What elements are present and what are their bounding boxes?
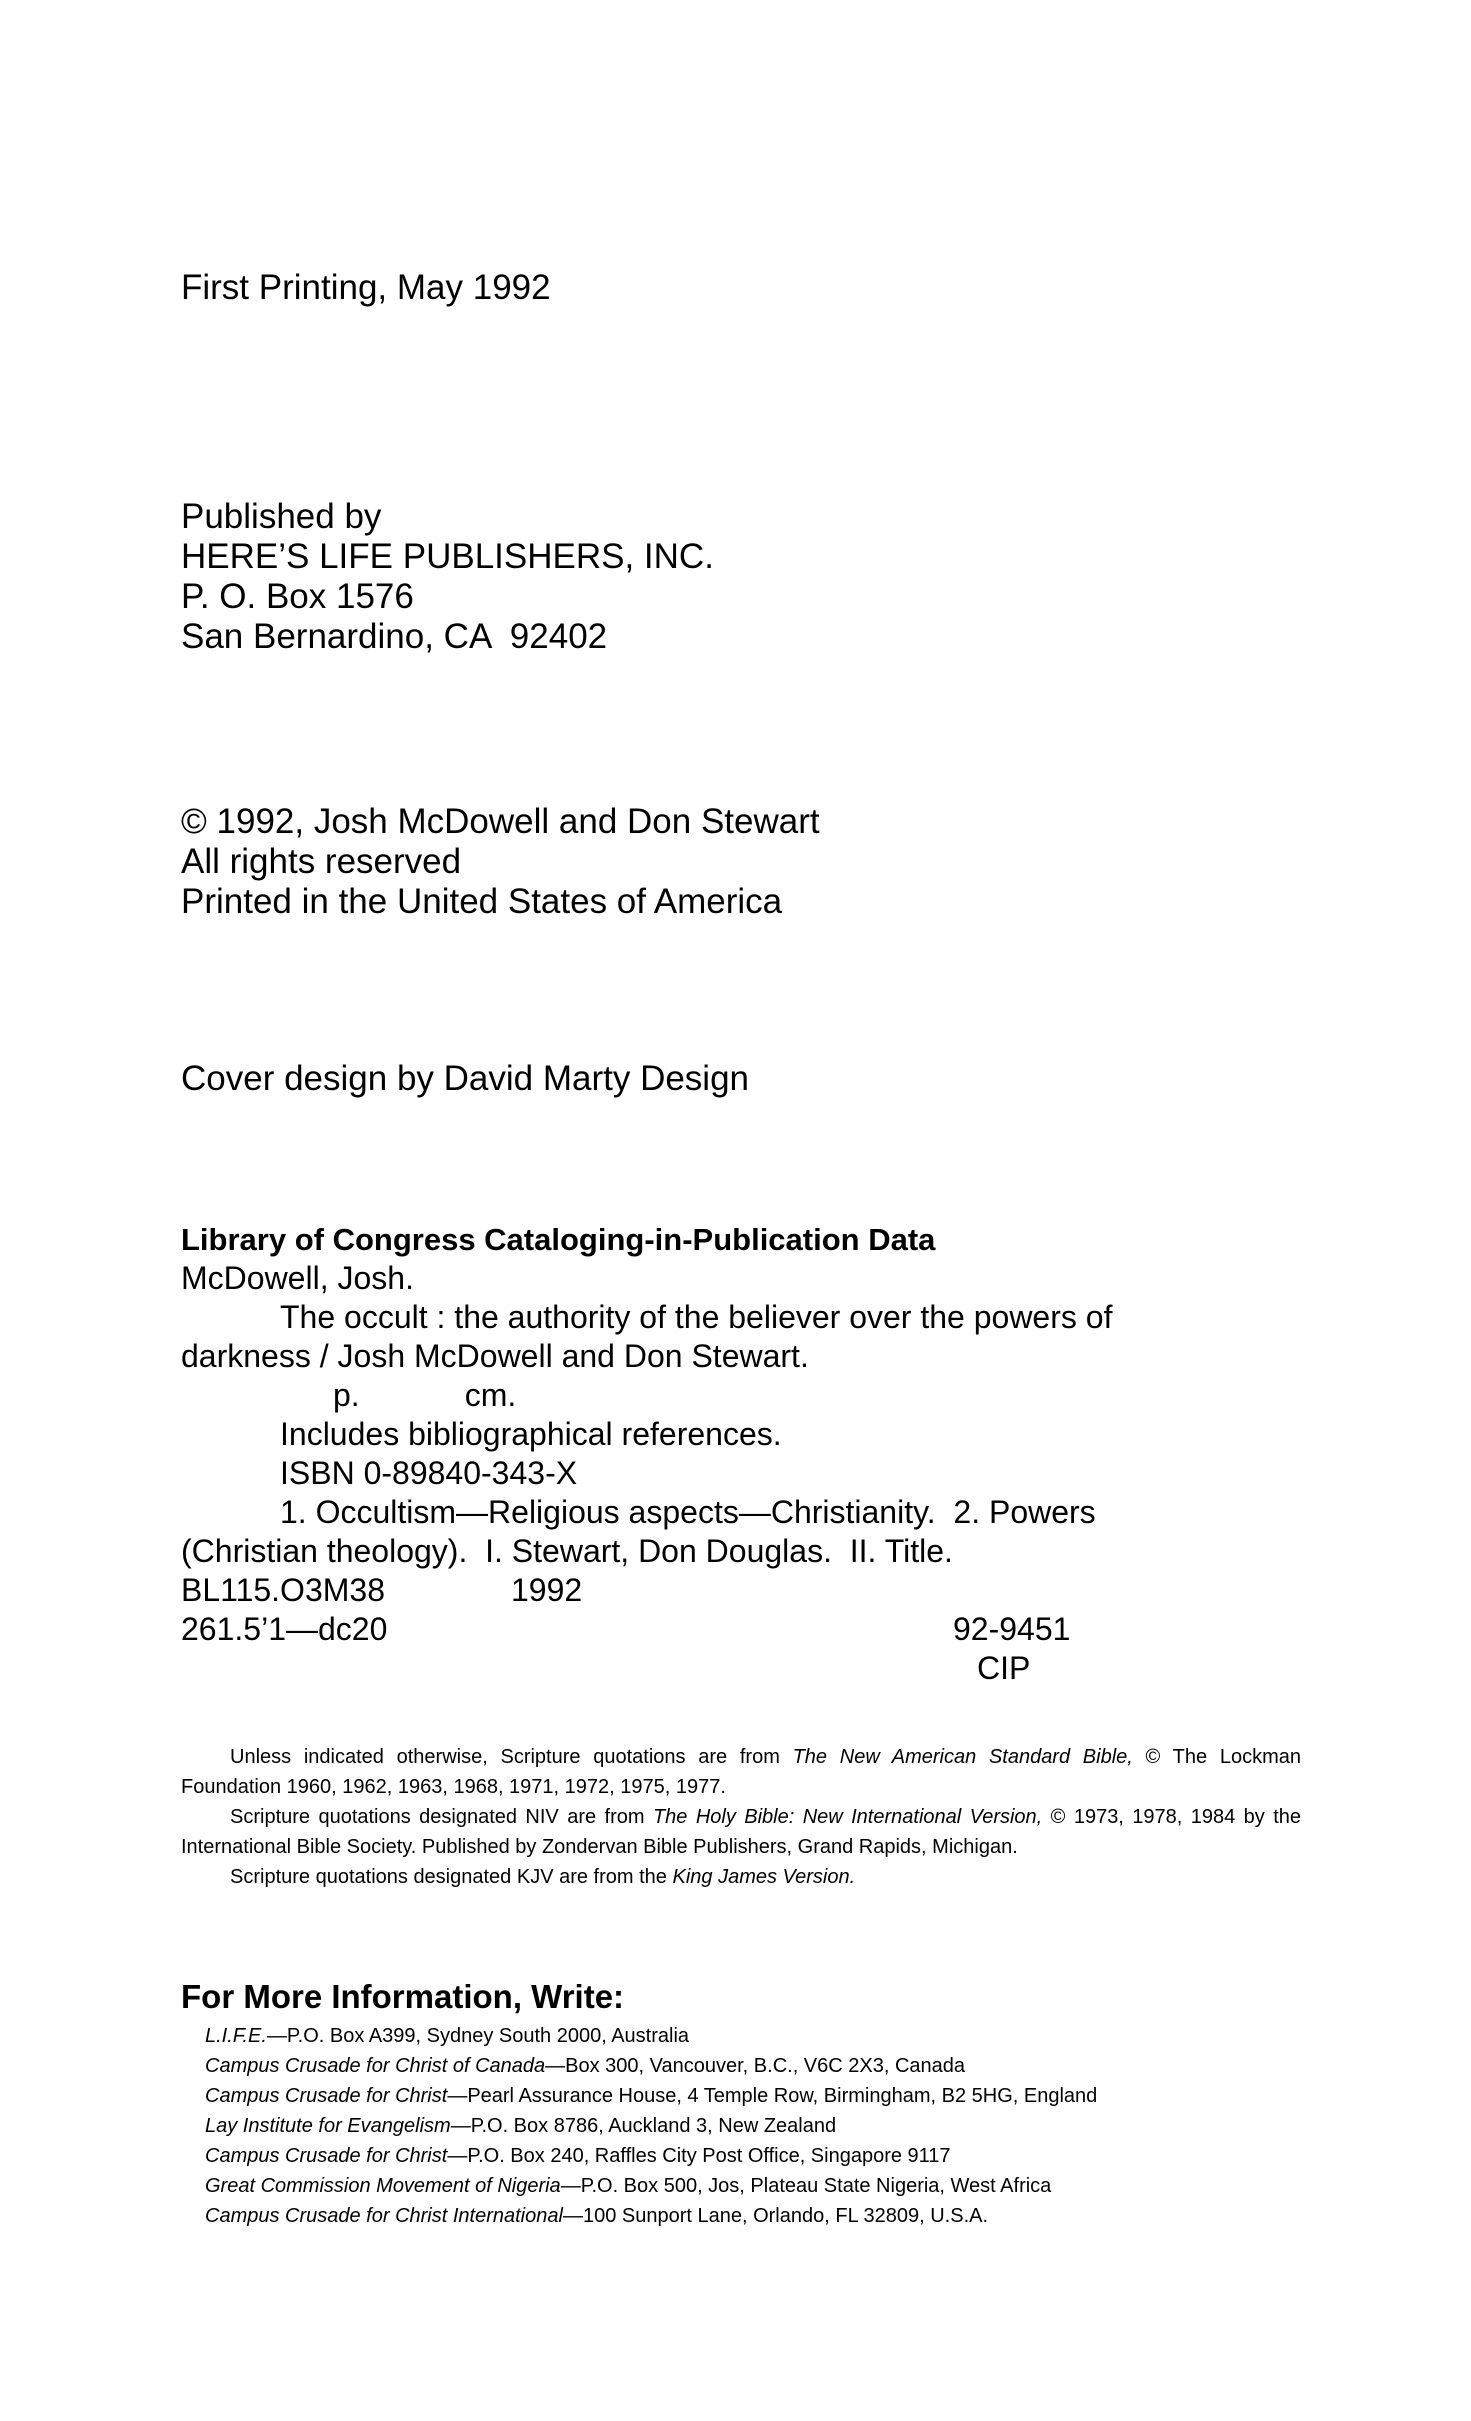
- address-text: —Box 300, Vancouver, B.C., V6C 2X3, Canada: [545, 2055, 966, 2077]
- list-item: [205, 2171, 1097, 2201]
- address-text: —Pearl Assurance House, 4 Temple Row, Birmingham, B2 5HG, England: [447, 2085, 1098, 2107]
- more-info-title: For More Information, Write:: [181, 1978, 625, 2015]
- publisher-city: San Bernardino, CA 92402: [181, 617, 608, 656]
- more-info-block: [181, 1975, 1097, 2231]
- cip-call-number-row: [181, 1571, 1161, 1610]
- scripture-niv-notice: [181, 1802, 1301, 1862]
- printing-notice: [181, 268, 551, 308]
- cip-author: McDowell, Josh.: [181, 1260, 414, 1296]
- address-text: —P.O. Box 240, Raffles City Post Office, Singapore 9117: [447, 2145, 951, 2167]
- cip-lccn: 92-9451: [953, 1611, 1071, 1647]
- cip-title-line-2: darkness / Josh McDowell and Don Stewart.: [181, 1338, 809, 1374]
- list-item: [205, 2021, 1097, 2051]
- list-item: [205, 2051, 1097, 2081]
- address-org: Campus Crusade for Christ of Canada: [205, 2055, 546, 2077]
- address-org: Campus Crusade for Christ: [205, 2145, 448, 2167]
- copyright-block: [181, 802, 820, 922]
- address-org: Campus Crusade for Christ: [205, 2085, 448, 2107]
- printing-line: First Printing, May 1992: [181, 268, 551, 307]
- cip-year: 1992: [511, 1572, 583, 1608]
- address-org: Campus Crusade for Christ International: [205, 2205, 563, 2227]
- nasb-text-post: © The Lockman Foundation 1960, 1962, 1963, 1968, 1971, 1972, 1975, 1977.: [181, 1746, 1301, 1798]
- publisher-po-box: P. O. Box 1576: [181, 577, 414, 616]
- address-text: —P.O. Box A399, Sydney South 2000, Australia: [266, 2025, 690, 2047]
- publisher-block: [181, 497, 714, 657]
- niv-text-pre: Scripture quotations designated NIV are from: [230, 1806, 653, 1828]
- cip-pages: p.: [333, 1377, 360, 1413]
- cip-dewey: 261.5’1—dc20: [181, 1611, 388, 1647]
- copyright-line: © 1992, Josh McDowell and Don Stewart: [181, 802, 820, 841]
- list-item: [205, 2081, 1097, 2111]
- cip-label: CIP: [977, 1650, 1031, 1686]
- cip-physical-description: [181, 1376, 1161, 1415]
- publisher-name: HERE’S LIFE PUBLISHERS, INC.: [181, 537, 714, 576]
- niv-title: The Holy Bible: New International Version,: [652, 1806, 1043, 1828]
- cip-cm: cm.: [464, 1377, 517, 1413]
- cip-data-block: [181, 1220, 1161, 1688]
- address-list: [181, 2021, 1097, 2231]
- cip-heading: Library of Congress Cataloging-in-Publication Data: [181, 1222, 936, 1257]
- scripture-notices: [181, 1742, 1301, 1892]
- address-text: —P.O. Box 8786, Auckland 3, New Zealand: [450, 2115, 837, 2137]
- cip-subjects-line-2: (Christian theology). I. Stewart, Don Douglas. II. Title.: [181, 1533, 953, 1569]
- address-org: Great Commission Movement of Nigeria: [205, 2175, 561, 2197]
- cip-call-number: BL115.O3M38: [181, 1572, 385, 1608]
- cip-subjects-line-1: 1. Occultism—Religious aspects—Christianity. 2. Powers: [280, 1494, 1096, 1530]
- kjv-title: King James Version.: [672, 1866, 856, 1888]
- niv-text-post: © 1973, 1978, 1984 by the International Bible Society. Published by Zondervan Bible Publishers, Grand Rapids, Michigan.: [181, 1806, 1302, 1858]
- kjv-text-pre: Scripture quotations designated KJV are from the: [230, 1866, 673, 1888]
- list-item: [205, 2141, 1097, 2171]
- list-item: [205, 2201, 1097, 2231]
- rights-line: All rights reserved: [181, 842, 462, 881]
- cip-dewey-row: [181, 1610, 1161, 1649]
- printed-in-line: Printed in the United States of America: [181, 882, 783, 921]
- scripture-kjv-notice: [181, 1862, 1301, 1892]
- cip-title-line-1: The occult : the authority of the believer over the powers of: [280, 1299, 1113, 1335]
- address-text: —P.O. Box 500, Jos, Plateau State Nigeria, West Africa: [560, 2175, 1052, 2197]
- scripture-nasb-notice: [181, 1742, 1301, 1802]
- nasb-title: The New American Standard Bible,: [792, 1746, 1133, 1768]
- published-by: Published by: [181, 497, 382, 536]
- cip-label-row: [181, 1649, 1161, 1688]
- cover-credit: [181, 1059, 749, 1099]
- cip-includes: Includes bibliographical references.: [280, 1416, 782, 1452]
- address-text: —100 Sunport Lane, Orlando, FL 32809, U.S.A.: [562, 2205, 989, 2227]
- nasb-text-pre: Unless indicated otherwise, Scripture quotations are from: [230, 1746, 793, 1768]
- cip-isbn: ISBN 0-89840-343-X: [280, 1455, 578, 1491]
- cover-design-line: Cover design by David Marty Design: [181, 1059, 750, 1098]
- address-org: Lay Institute for Evangelism: [205, 2115, 451, 2137]
- list-item: [205, 2111, 1097, 2141]
- address-org: L.I.F.E.: [205, 2025, 267, 2047]
